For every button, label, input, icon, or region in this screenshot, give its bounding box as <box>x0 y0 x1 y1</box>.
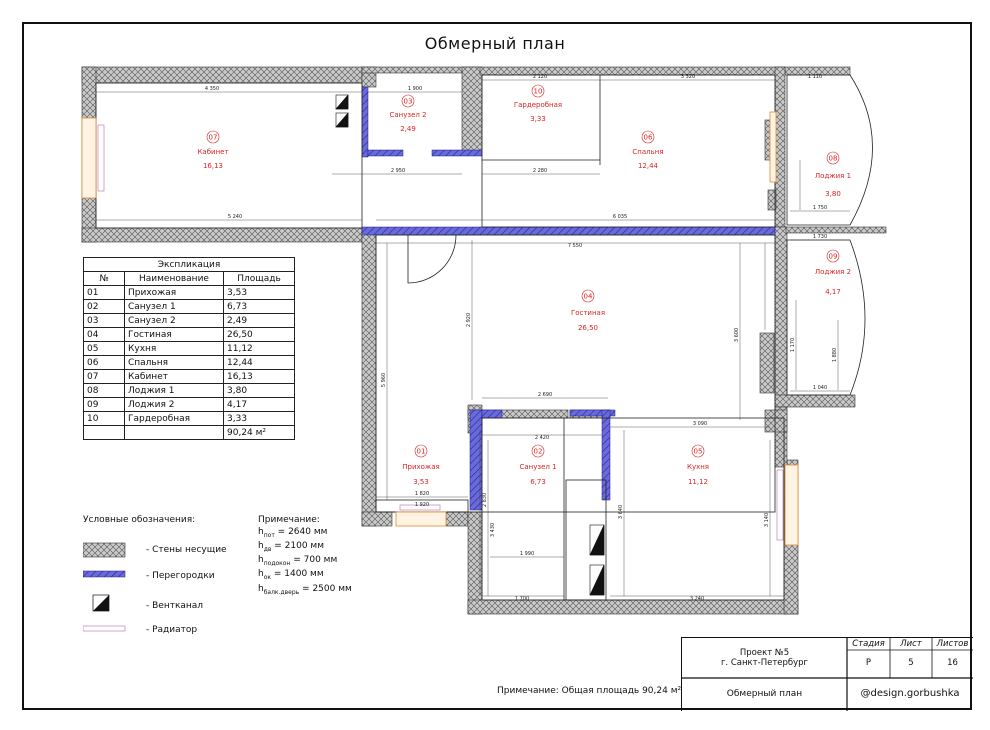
svg-text:1 750: 1 750 <box>812 205 828 211</box>
drawing-title: Обмерный план <box>424 34 566 53</box>
svg-text:Спальня: Спальня <box>632 148 664 156</box>
row-name: Гардеробная <box>125 412 224 426</box>
row-num: 10 <box>84 412 125 426</box>
legend-bearing: - Стены несущие <box>146 545 227 555</box>
svg-text:7 550: 7 550 <box>567 243 583 249</box>
sheets-header: Листов <box>936 639 969 649</box>
row-name: Прихожая <box>125 286 224 300</box>
row-area: 12,44 <box>224 356 295 370</box>
col-number: № <box>84 272 125 286</box>
notes-title: Примечание: <box>258 515 320 525</box>
table-row <box>84 356 295 370</box>
row-num: 02 <box>84 300 125 314</box>
svg-text:Кухня: Кухня <box>686 463 710 471</box>
svg-text:1 880: 1 880 <box>832 347 838 363</box>
table-row <box>84 412 295 426</box>
svg-text:3 640: 3 640 <box>618 504 624 520</box>
svg-text:3,80: 3,80 <box>825 190 841 198</box>
drawing-name: Обмерный план <box>726 689 803 699</box>
svg-text:08: 08 <box>828 154 838 163</box>
svg-text:09: 09 <box>828 252 838 261</box>
svg-text:3 140: 3 140 <box>764 512 770 528</box>
row-num: 04 <box>84 328 125 342</box>
svg-text:1 820: 1 820 <box>414 491 430 497</box>
svg-text:2 920: 2 920 <box>466 312 472 328</box>
row-name: Гостиная <box>125 328 224 342</box>
room-10 <box>514 85 562 123</box>
row-area: 3,33 <box>224 412 295 426</box>
svg-text:Санузел 2: Санузел 2 <box>389 111 427 119</box>
table-row <box>84 384 295 398</box>
project-city: г. Санкт-Петербург <box>720 658 809 668</box>
row-area: 11,12 <box>224 342 295 356</box>
author-handle: @design.gorbushka <box>860 688 960 699</box>
row-num: 01 <box>84 286 125 300</box>
note-line: $h_{балк.дверь} = 2500$ мм <box>258 583 352 596</box>
svg-text:Прихожая: Прихожая <box>402 463 440 471</box>
row-name: Лоджия 1 <box>125 384 224 398</box>
svg-text:07: 07 <box>208 133 218 142</box>
explication-table <box>83 257 295 440</box>
partition-swatch <box>83 571 125 577</box>
svg-text:1 040: 1 040 <box>812 385 828 391</box>
svg-text:1 900: 1 900 <box>407 86 423 92</box>
svg-text:Лоджия 2: Лоджия 2 <box>814 268 852 276</box>
svg-text:2 690: 2 690 <box>537 392 553 398</box>
room-08 <box>815 152 851 198</box>
svg-text:05: 05 <box>693 447 703 456</box>
svg-text:01: 01 <box>416 447 426 456</box>
room-04 <box>571 290 605 332</box>
legend-partition: - Перегородки <box>146 571 215 581</box>
svg-text:10: 10 <box>533 87 543 96</box>
table-row <box>84 328 295 342</box>
svg-text:1 110: 1 110 <box>807 74 823 80</box>
total-area: 90,24 м² <box>224 426 295 440</box>
svg-text:3 240: 3 240 <box>689 596 705 602</box>
room-01 <box>402 445 440 486</box>
svg-text:1 920: 1 920 <box>414 502 430 508</box>
table-row <box>84 370 295 384</box>
note-line: $h_{дв} = 2100$ мм <box>258 540 325 553</box>
sheet-value: 5 <box>908 658 914 668</box>
svg-text:2 120: 2 120 <box>532 74 548 80</box>
total-area-note: Примечание: Общая площадь 90,24 м² <box>497 686 682 696</box>
svg-text:03: 03 <box>403 97 413 106</box>
svg-text:2 830: 2 830 <box>482 492 488 508</box>
svg-text:3,53: 3,53 <box>413 478 429 486</box>
svg-text:Лоджия 1: Лоджия 1 <box>814 172 852 180</box>
sheet-header: Лист <box>900 639 922 649</box>
radiator-icon <box>83 626 125 631</box>
room-05 <box>687 445 709 486</box>
svg-text:1 730: 1 730 <box>812 234 828 240</box>
explication-header <box>84 272 295 286</box>
row-name: Лоджия 2 <box>125 398 224 412</box>
row-num: 06 <box>84 356 125 370</box>
table-row <box>84 300 295 314</box>
row-num: 08 <box>84 384 125 398</box>
row-area: 6,73 <box>224 300 295 314</box>
svg-text:2 950: 2 950 <box>390 168 406 174</box>
svg-text:6,73: 6,73 <box>530 478 546 486</box>
row-name: Кухня <box>125 342 224 356</box>
room-labels <box>197 85 851 486</box>
room-06 <box>632 131 663 170</box>
room-09 <box>815 250 851 296</box>
svg-text:3 320: 3 320 <box>680 74 696 80</box>
room-02 <box>519 445 556 486</box>
table-row <box>84 342 295 356</box>
row-num: 03 <box>84 314 125 328</box>
svg-text:1 170: 1 170 <box>790 337 796 353</box>
legend-vent: - Вентканал <box>146 601 204 611</box>
svg-text:02: 02 <box>533 447 543 456</box>
svg-text:1 990: 1 990 <box>519 551 535 557</box>
legend-radiator: - Радиатор <box>146 625 198 635</box>
room-07 <box>197 131 228 170</box>
row-name: Спальня <box>125 356 224 370</box>
project-name: Проект №5 <box>739 648 790 658</box>
row-area: 3,53 <box>224 286 295 300</box>
notes-block <box>258 515 352 598</box>
title-block <box>681 637 973 711</box>
table-row <box>84 314 295 328</box>
svg-text:1 700: 1 700 <box>514 596 530 602</box>
svg-text:16,13: 16,13 <box>202 162 224 170</box>
svg-text:26,50: 26,50 <box>577 324 599 332</box>
row-num: 07 <box>84 370 125 384</box>
svg-text:3 600: 3 600 <box>734 327 740 343</box>
svg-text:11,12: 11,12 <box>687 478 709 486</box>
svg-text:5 240: 5 240 <box>227 214 243 220</box>
svg-text:Гардеробная: Гардеробная <box>513 101 563 109</box>
row-area: 2,49 <box>224 314 295 328</box>
stage-header: Стадия <box>852 639 885 649</box>
svg-text:04: 04 <box>583 292 593 301</box>
row-num: 09 <box>84 398 125 412</box>
stage-value: Р <box>865 658 872 668</box>
col-name: Наименование <box>125 272 224 286</box>
svg-text:3,33: 3,33 <box>530 115 546 123</box>
explication-caption: Экспликация <box>84 258 295 272</box>
svg-text:12,44: 12,44 <box>637 162 659 170</box>
svg-text:4 350: 4 350 <box>204 86 220 92</box>
row-area: 3,80 <box>224 384 295 398</box>
note-line: $h_{подокон} = 700$ мм <box>258 555 338 567</box>
note-line: $h_{пот} = 2640$ мм <box>258 526 328 539</box>
svg-text:6 035: 6 035 <box>612 214 628 220</box>
sheets-value: 16 <box>947 658 958 668</box>
legend-title: Условные обозначения: <box>83 515 196 525</box>
svg-text:Санузел 1: Санузел 1 <box>519 463 557 471</box>
svg-text:Гостиная: Гостиная <box>570 309 606 317</box>
svg-text:4,17: 4,17 <box>825 288 841 296</box>
row-area: 4,17 <box>224 398 295 412</box>
svg-text:5 960: 5 960 <box>381 372 387 388</box>
svg-text:3 430: 3 430 <box>490 522 496 538</box>
table-row <box>84 398 295 412</box>
row-area: 26,50 <box>224 328 295 342</box>
row-num: 05 <box>84 342 125 356</box>
room-03 <box>389 95 426 133</box>
svg-text:2 420: 2 420 <box>534 435 550 441</box>
bearing-wall-swatch <box>83 543 125 557</box>
row-name: Кабинет <box>125 370 224 384</box>
row-name: Санузел 2 <box>125 314 224 328</box>
table-total-row <box>84 426 295 440</box>
svg-text:2 280: 2 280 <box>532 168 548 174</box>
legend-swatches <box>83 541 128 633</box>
row-name: Санузел 1 <box>125 300 224 314</box>
row-area: 16,13 <box>224 370 295 384</box>
svg-text:3 090: 3 090 <box>692 421 708 427</box>
svg-text:2,49: 2,49 <box>400 125 416 133</box>
svg-text:06: 06 <box>643 133 653 142</box>
table-row <box>84 286 295 300</box>
svg-text:Кабинет: Кабинет <box>197 148 229 156</box>
col-area: Площадь <box>224 272 295 286</box>
note-line: $h_{ок} = 1400$ мм <box>258 569 324 582</box>
